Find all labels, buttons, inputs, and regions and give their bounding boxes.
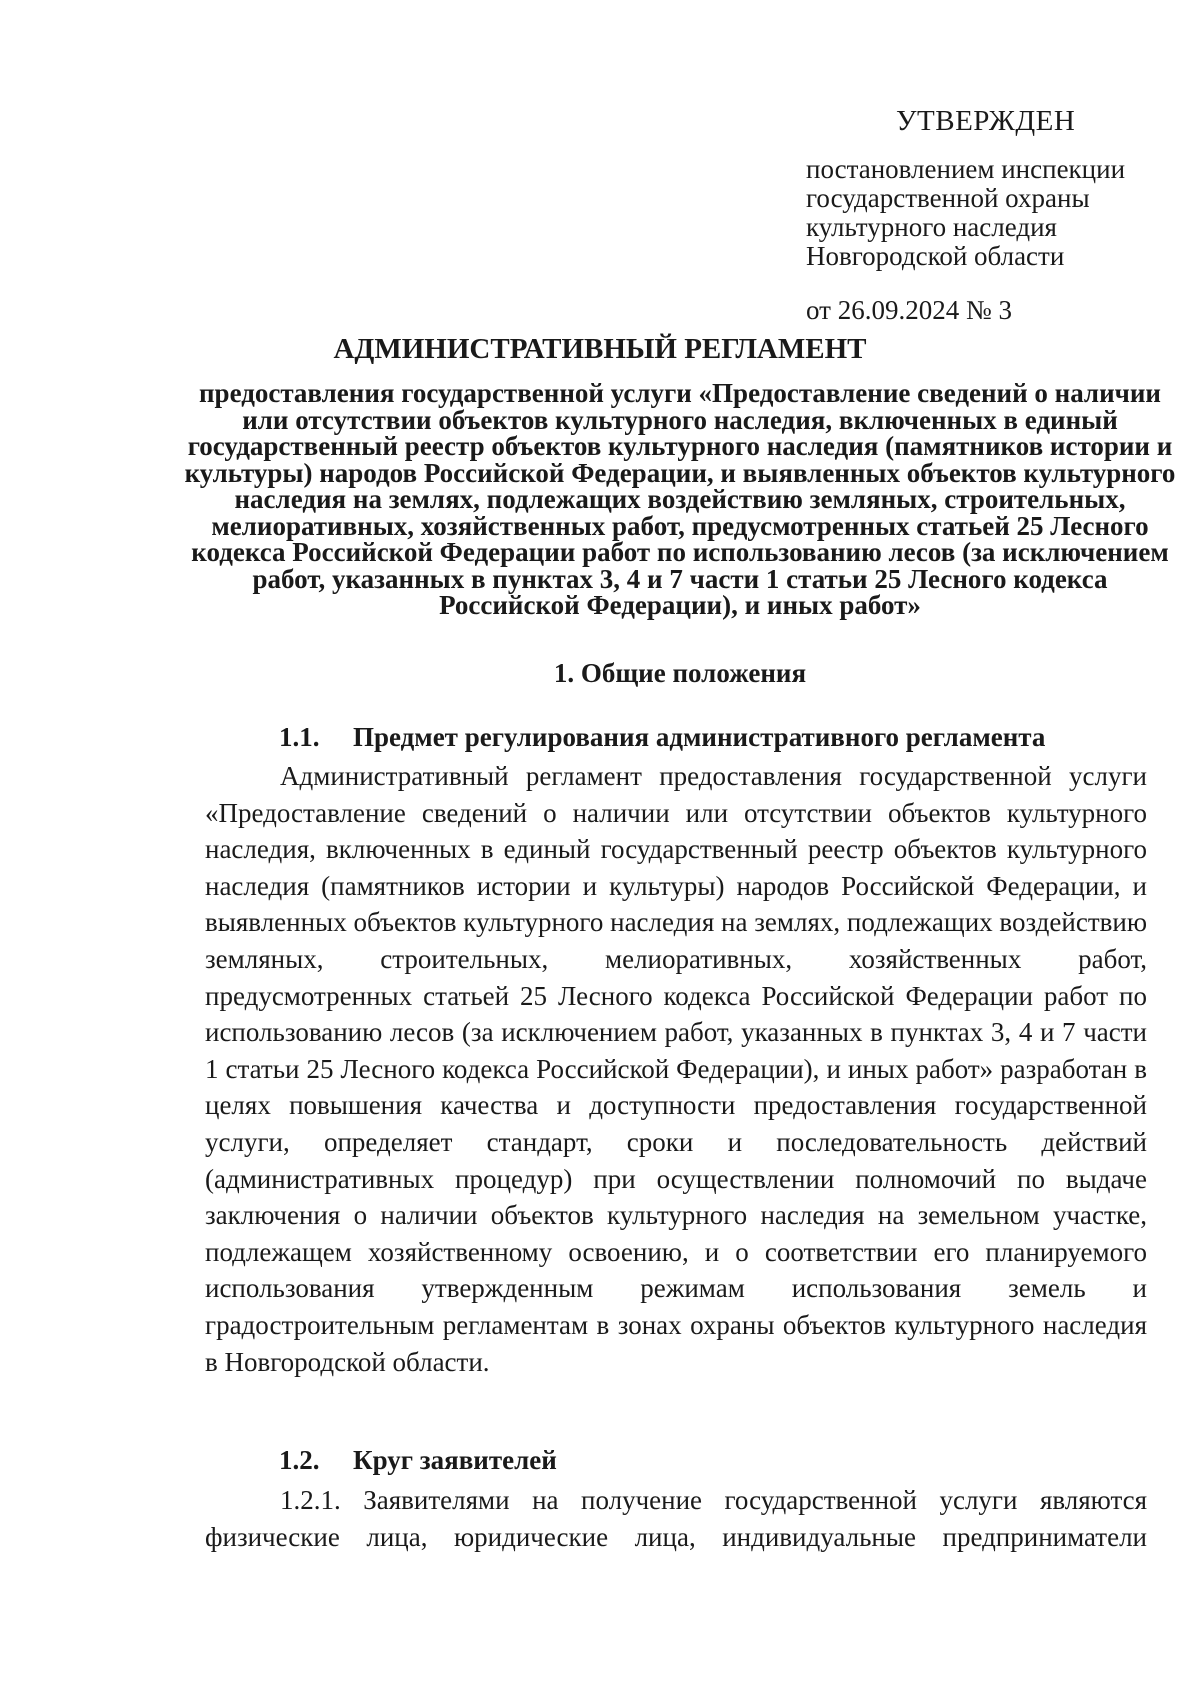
subsection-title: Предмет регулирования административного регламента xyxy=(353,722,1046,752)
subsection-number: 1.1. xyxy=(279,722,320,752)
paragraph-applicants: 1.2.1. Заявителями на получение государственной услуги являются физические лица, юридические лица, индивидуальные предприниматели xyxy=(205,1485,1147,1552)
approval-title: УТВЕРЖДЕН xyxy=(896,105,1076,137)
approval-date: от 26.09.2024 № 3 xyxy=(806,295,1012,325)
paragraph-subject: Административный регламент предоставления государственной услуги «Предоставление сведений о наличии или отсутствии объектов культурного наследия, включенных в единый государственный реестр объектов культурного наследия (памятников истории и культуры) народов Российской Федерации, и выявленных объектов культурного наследия на землях, подлежащих воздействию земляных, строительных, мелиоративных, хозяйственных работ, предусмотренных статьей 25 Лесного кодекса Российской Федерации работ по использованию лесов (за исключением работ, указанных в пунктах 3, 4 и 7 части 1 статьи 25 Лесного кодекса Российской Федерации), и иных работ» разработан в целях повышения качества и доступности предоставления государственной услуги, определяет стандарт, сроки и последовательность действий (административных процедур) при осуществлении полномочий по выдаче заключения о наличии объектов культурного наследия на земельном участке, подлежащем хозяйственному освоению, и о соответствии его планируемого использования утвержденным режимам использования земель и градостроительным регламентам в зонах охраны объектов культурного наследия в Новгородской области. xyxy=(205,761,1147,1377)
section-heading-general: 1. Общие положения xyxy=(553,658,807,688)
document-subtitle: предоставления государственной услуги «Предоставление сведений о наличии или отсутствии объектов культурного наследия, включенных в единый государственный реестр объектов культурного наследия (памятников истории и культуры) народов Российской Федерации, и выявленных объектов культурного наследия на землях, подлежащих воздействию земляных, строительных, мелиоративных, хозяйственных работ, предусмотренных статьей 25 Лесного кодекса Российской Федерации работ по использованию лесов (за исключением работ, указанных в пунктах 3, 4 и 7 части 1 статьи 25 Лесного кодекса Российской Федерации), и иных работ» xyxy=(184,378,1176,620)
approval-body: постановлением инспекции государственной охраны культурного наследия Новгородской области xyxy=(806,154,1126,271)
subsection-heading-applicants xyxy=(279,1445,557,1475)
approval-stamp xyxy=(806,103,1146,325)
document-title: АДМИНИСТРАТИВНЫЙ РЕГЛАМЕНТ xyxy=(333,333,867,365)
subsection-heading-subject xyxy=(279,722,1045,752)
subsection-title: Круг заявителей xyxy=(353,1445,557,1475)
subsection-number: 1.2. xyxy=(279,1445,320,1475)
